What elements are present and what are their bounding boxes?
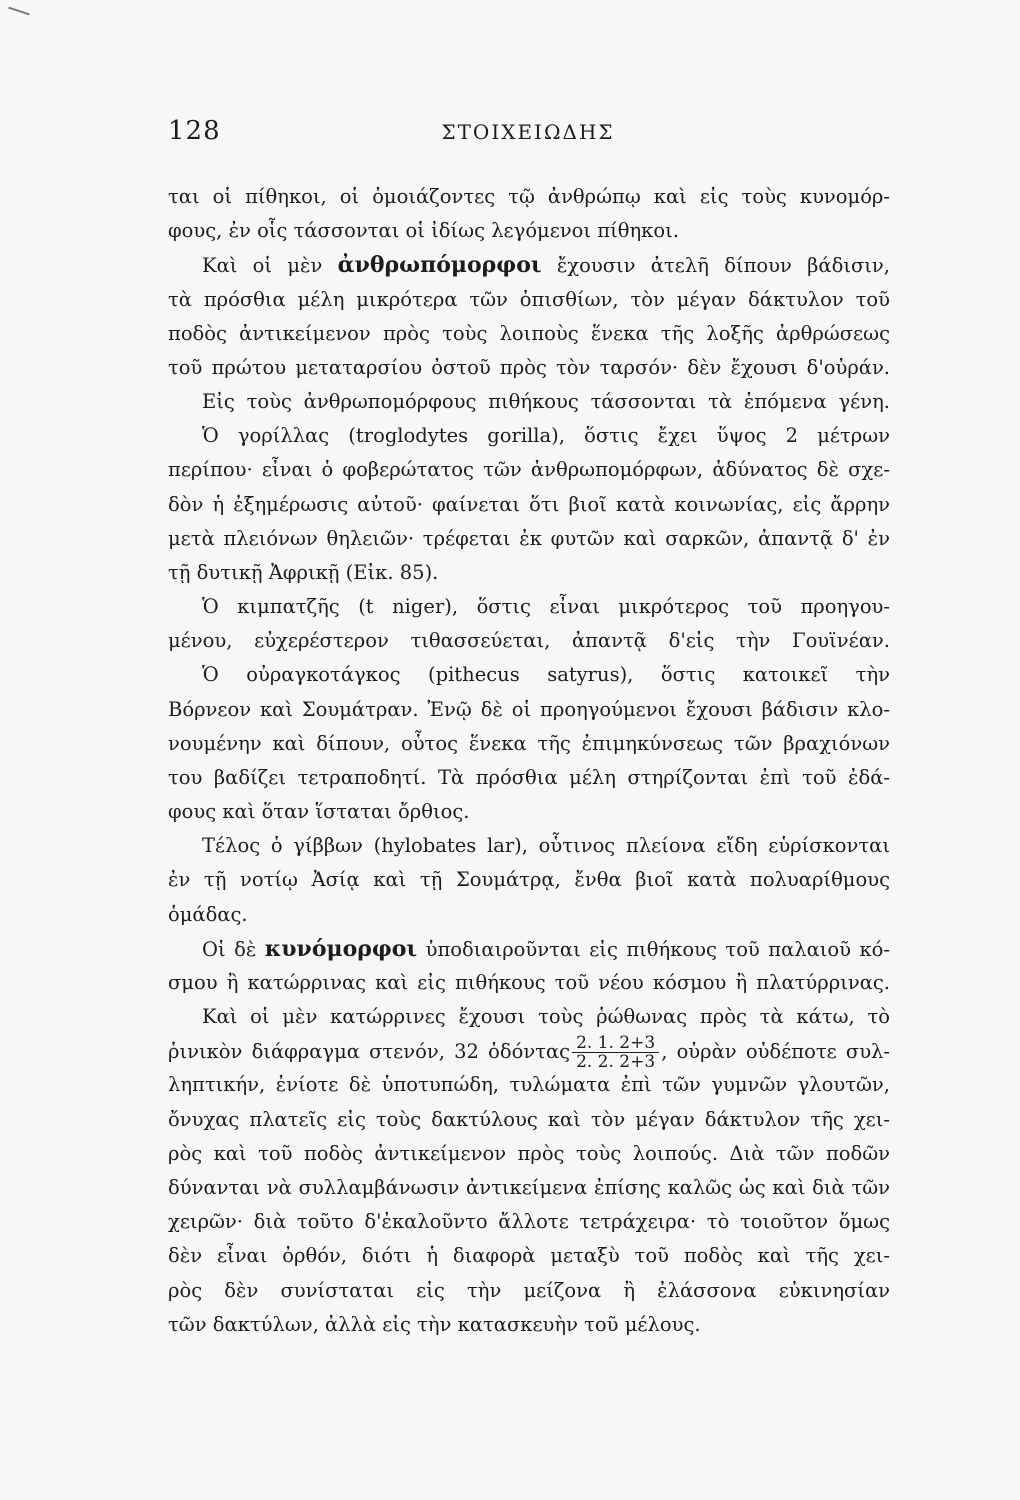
text-line: δὲν εἶναι ὀρθόν, διότι ἡ διαφορὰ μεταξὺ τοῦ ποδὸς καὶ τῆς χει- [168,1244,890,1268]
bold-term: κυνόμορφοι [264,935,418,962]
text-line: Βόρνεον καὶ Σουμάτραν. Ἐνῷ δὲ οἱ προηγούμενοι ἔχουσι βάδισιν κλο- [168,697,890,721]
text-span: ὑποδιαιροῦνται εἰς πιθήκους τοῦ παλαιοῦ κό- [417,937,890,961]
text-line: ὁμάδας. [168,902,248,926]
formula-denominator: 2. 2. 2+3 [576,1052,656,1069]
text-line: ρὸς δὲν συνίσταται εἰς τὴν μείζονα ἢ ἐλάσσονα εὐκινησίαν [168,1278,890,1302]
text-line: ται οἱ πίθηκοι, οἱ ὁμοιάζοντες τῷ ἀνθρώπῳ καὶ εἰς τοὺς κυνομόρ- [168,185,890,208]
formula-numerator: 2. 1. 2+3 [572,1034,659,1053]
text-line: περίπου· εἶναι ὁ φοβερώτατος τῶν ἀνθρωπομόρφων, ἀδύνατος δὲ σχε- [168,458,890,482]
running-title: ΣΤΟΙΧΕΙΩΔΗΣ [441,120,615,144]
text-line: δὸν ἡ ἐξημέρωσις αὐτοῦ· φαίνεται ὅτι βιοῖ κατὰ κοινωνίας, εἰς ἄρρην [168,492,890,516]
text-line: ποδὸς ἀντικείμενον πρὸς τοὺς λοιποὺς ἕνεκα τῆς λοξῆς ἀρθρώσεως [168,321,890,345]
text-line: νουμένην καὶ δίπουν, οὗτος ἕνεκα τῆς ἐπιμηκύνσεως τῶν βραχιόνων [168,731,890,755]
text-line: μένου, εὐχερέστερον τιθασσεύεται, ἀπαντᾷ δ'εἰς τὴν Γουϊνέαν. [168,629,890,653]
text-line: του βαδίζει τετραποδητί. Τὰ πρόσθια μέλη στηρίζονται ἐπὶ τοῦ ἐδά- [168,765,890,789]
text-line [168,932,890,966]
text-line: ληπτικήν, ἐνίοτε δὲ ὑποτυπώδη, τυλώματα ἐπὶ τῶν γυμνῶν γλουτῶν, [168,1073,890,1097]
text-line: τὰ πρόσθια μέλη μικρότερα τῶν ὀπισθίων, τὸν μέγαν δάκτυλον τοῦ [168,287,890,311]
text-line: ὄνυχας πλατεῖς εἰς τοὺς δακτύλους καὶ τὸν μέγαν δάκτυλον τῆς χει- [168,1107,890,1131]
text-span: ἔχουσιν ἀτελῆ δίπουν βάδισιν, [541,254,890,278]
text-line: χειρῶν· διὰ τοῦτο δ'ἐκαλοῦντο ἄλλοτε τετράχειρα· τὸ τοιοῦτον ὅμως [168,1210,890,1234]
page-number: 128 [168,116,221,146]
body-text [168,180,890,1342]
text-line [168,248,890,282]
text-line: τοῦ πρώτου μεταταρσίου ὀστοῦ πρὸς τὸν ταρσόν· δὲν ἔχουσι δ'οὐράν. [168,355,890,379]
text-line [168,1034,890,1068]
text-line: Ὁ κιμπατζῆς (t niger), ὅστις εἶναι μικρότερος τοῦ προηγου- [202,595,890,619]
text-line: σμου ἢ κατώρρινας καὶ εἰς πιθήκους τοῦ νέου κόσμου ἢ πλατύρρινας. [168,970,890,994]
text-line: τῇ δυτικῇ Ἀφρικῇ (Εἰκ. 85). [168,560,439,584]
text-line: Εἰς τοὺς ἀνθρωπομόρφους πιθήκους τάσσονται τὰ ἑπόμενα γένη. [202,390,890,414]
page-header [168,116,888,156]
text-line: Ὁ γορίλλας (troglodytes gorilla), ὅστις ἔχει ὕψος 2 μέτρων [202,424,890,448]
text-line: μετὰ πλειόνων θηλειῶν· τρέφεται ἐκ φυτῶν καὶ σαρκῶν, ἀπαντᾷ δ' ἐν [168,526,890,550]
dental-formula [572,1034,659,1068]
text-line: Τέλος ὁ γίββων (hylobates lar), οὗτινος πλείονα εἴδη εὑρίσκονται [202,834,890,858]
corner-scan-mark [0,0,60,22]
text-span: ῥινικὸν διάφραγμα στενόν, 32 ὀδόντας [168,1040,571,1064]
text-span: Καὶ οἱ μὲν [202,254,338,278]
text-line: Ὁ οὐραγκοτάγκος (pithecus satyrus), ὅστις κατοικεῖ τὴν [202,663,890,687]
text-line: τῶν δακτύλων, ἀλλὰ εἰς τὴν κατασκευὴν τοῦ μέλους. [168,1312,701,1336]
bold-term: ἀνθρωπόμορφοι [337,252,542,279]
text-span: Οἱ δὲ [202,937,265,961]
text-line: ρὸς καὶ τοῦ ποδὸς ἀντικείμενον πρὸς τοὺς λοιπούς. Διὰ τῶν ποδῶν [168,1141,890,1165]
text-line: φους, ἐν οἷς τάσσονται οἱ ἰδίως λεγόμενοι πίθηκοι. [168,219,679,243]
text-span: , οὐρὰν οὐδέποτε συλ- [661,1040,890,1064]
text-line: φους καὶ ὅταν ἵσταται ὄρθιος. [168,800,470,824]
text-line: Καὶ οἱ μὲν κατώρρινες ἔχουσι τοὺς ῥώθωνας πρὸς τὰ κάτω, τὸ [202,1005,890,1029]
text-line: δύνανται νὰ συλλαμβάνωσιν ἀντικείμενα ἐπίσης καλῶς ὡς καὶ διὰ τῶν [168,1175,890,1199]
text-line: ἐν τῇ νοτίῳ Ἀσίᾳ καὶ τῇ Σουμάτρᾳ, ἔνθα βιοῖ κατὰ πολυαρίθμους [168,868,890,892]
